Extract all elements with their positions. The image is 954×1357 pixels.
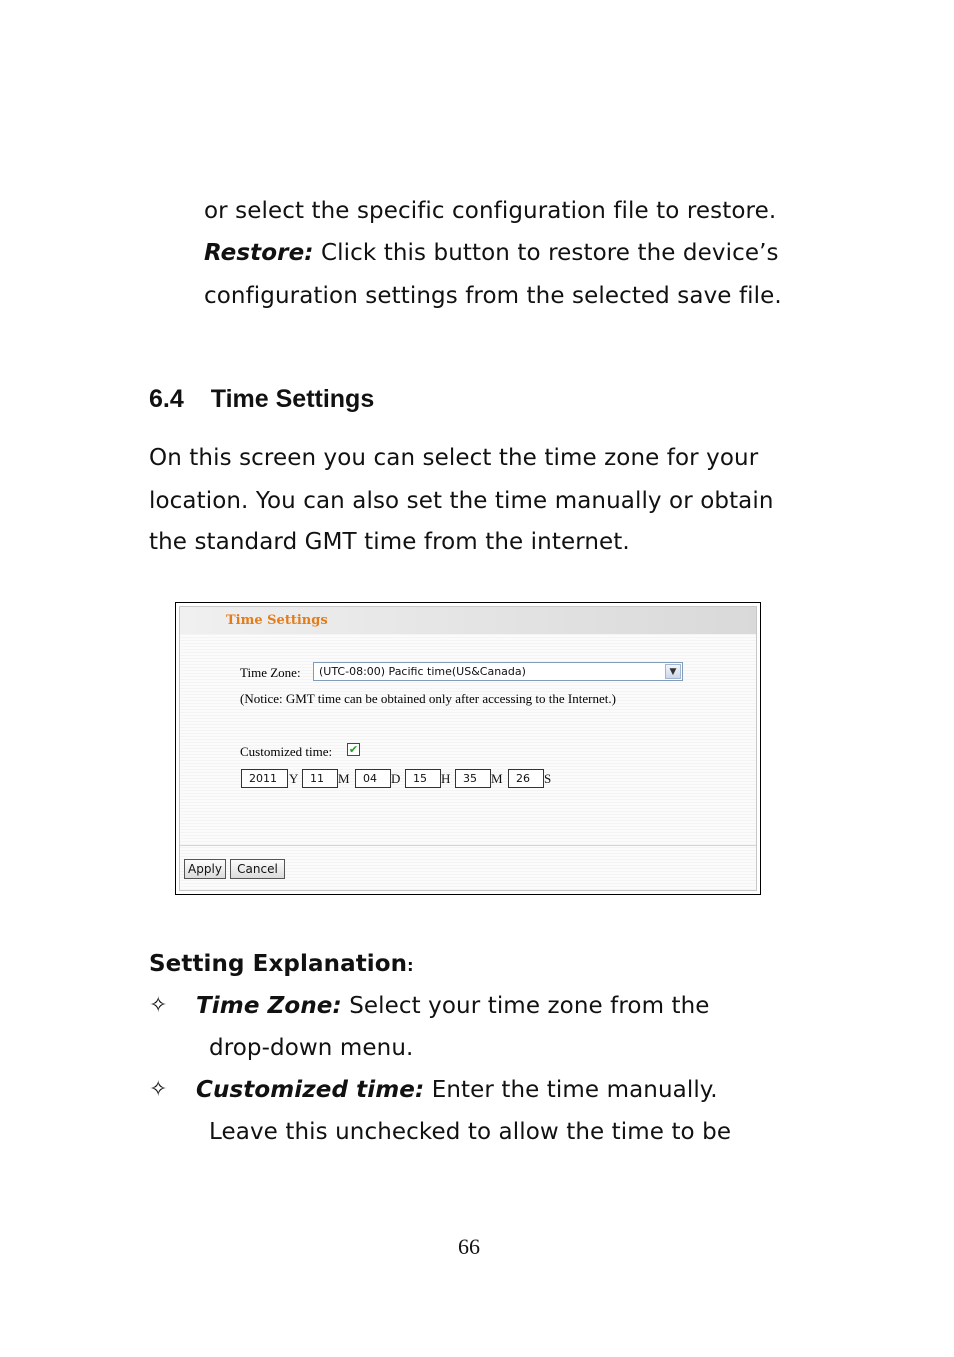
bullet-icon: ✧ — [149, 1077, 168, 1102]
section-para-line-1: On this screen you can select the time zone for your — [149, 445, 759, 471]
month-unit: M — [338, 771, 350, 786]
gmt-notice: (Notice: GMT time can be obtained only after accessing to the Internet.) — [240, 691, 616, 706]
hour-unit: H — [441, 771, 451, 786]
explanation-heading-text: Setting Explanation — [149, 951, 408, 977]
minute-input[interactable]: 35 — [455, 769, 491, 788]
bullet-icon: ✧ — [149, 993, 168, 1018]
section-para-line-2: location. You can also set the time manually or obtain — [149, 488, 774, 514]
time-zone-desc-cont: drop-down menu. — [209, 1035, 414, 1061]
intro-line-2 — [204, 238, 779, 268]
second-unit: S — [544, 771, 552, 786]
explanation-item-time-zone — [196, 991, 710, 1021]
page-number: 66 — [458, 1234, 480, 1259]
time-settings-panel — [179, 606, 757, 891]
cancel-button[interactable]: Cancel — [230, 859, 285, 879]
apply-button[interactable]: Apply — [184, 859, 226, 879]
panel-divider — [180, 845, 756, 846]
intro-line-3: configuration settings from the selected save file. — [204, 283, 782, 309]
restore-term: Restore: — [204, 240, 314, 266]
time-zone-term: Time Zone: — [196, 993, 342, 1019]
customized-time-term: Customized time: — [196, 1077, 425, 1103]
time-zone-value: (UTC-08:00) Pacific time(US&Canada) — [319, 665, 526, 678]
chevron-down-icon[interactable]: ▼ — [665, 664, 681, 679]
explanation-item-customized-time — [196, 1075, 718, 1105]
time-zone-label: Time Zone: — [240, 665, 301, 680]
year-input[interactable]: 2011 — [241, 769, 288, 788]
panel-title: Time Settings — [226, 613, 328, 628]
explanation-heading-colon: : — [407, 956, 414, 975]
customized-time-label: Customized time: — [240, 744, 333, 759]
explanation-heading — [149, 949, 414, 981]
section-heading — [149, 384, 374, 414]
day-input[interactable]: 04 — [355, 769, 391, 788]
time-zone-select[interactable] — [313, 662, 683, 681]
customized-time-checkbox[interactable] — [347, 743, 360, 756]
panel-title-bar — [180, 607, 756, 634]
minute-unit: M — [491, 771, 503, 786]
time-zone-desc: Select your time zone from the — [341, 993, 710, 1019]
intro-line-1: or select the specific configuration file to restore. — [204, 198, 777, 224]
customized-time-desc: Enter the time manually. — [424, 1077, 718, 1103]
hour-input[interactable]: 15 — [405, 769, 441, 788]
year-unit: Y — [289, 771, 299, 786]
section-para-line-3: the standard GMT time from the internet. — [149, 529, 630, 555]
customized-time-desc-cont: Leave this unchecked to allow the time to be — [209, 1119, 732, 1145]
restore-description: Click this button to restore the device’s — [313, 240, 779, 266]
second-input[interactable]: 26 — [508, 769, 544, 788]
time-settings-screenshot — [175, 602, 761, 895]
month-input[interactable]: 11 — [302, 769, 338, 788]
section-number: 6.4 — [149, 385, 184, 413]
day-unit: D — [391, 771, 401, 786]
checkmark-icon: ✔ — [348, 743, 359, 756]
section-title: Time Settings — [210, 385, 375, 413]
